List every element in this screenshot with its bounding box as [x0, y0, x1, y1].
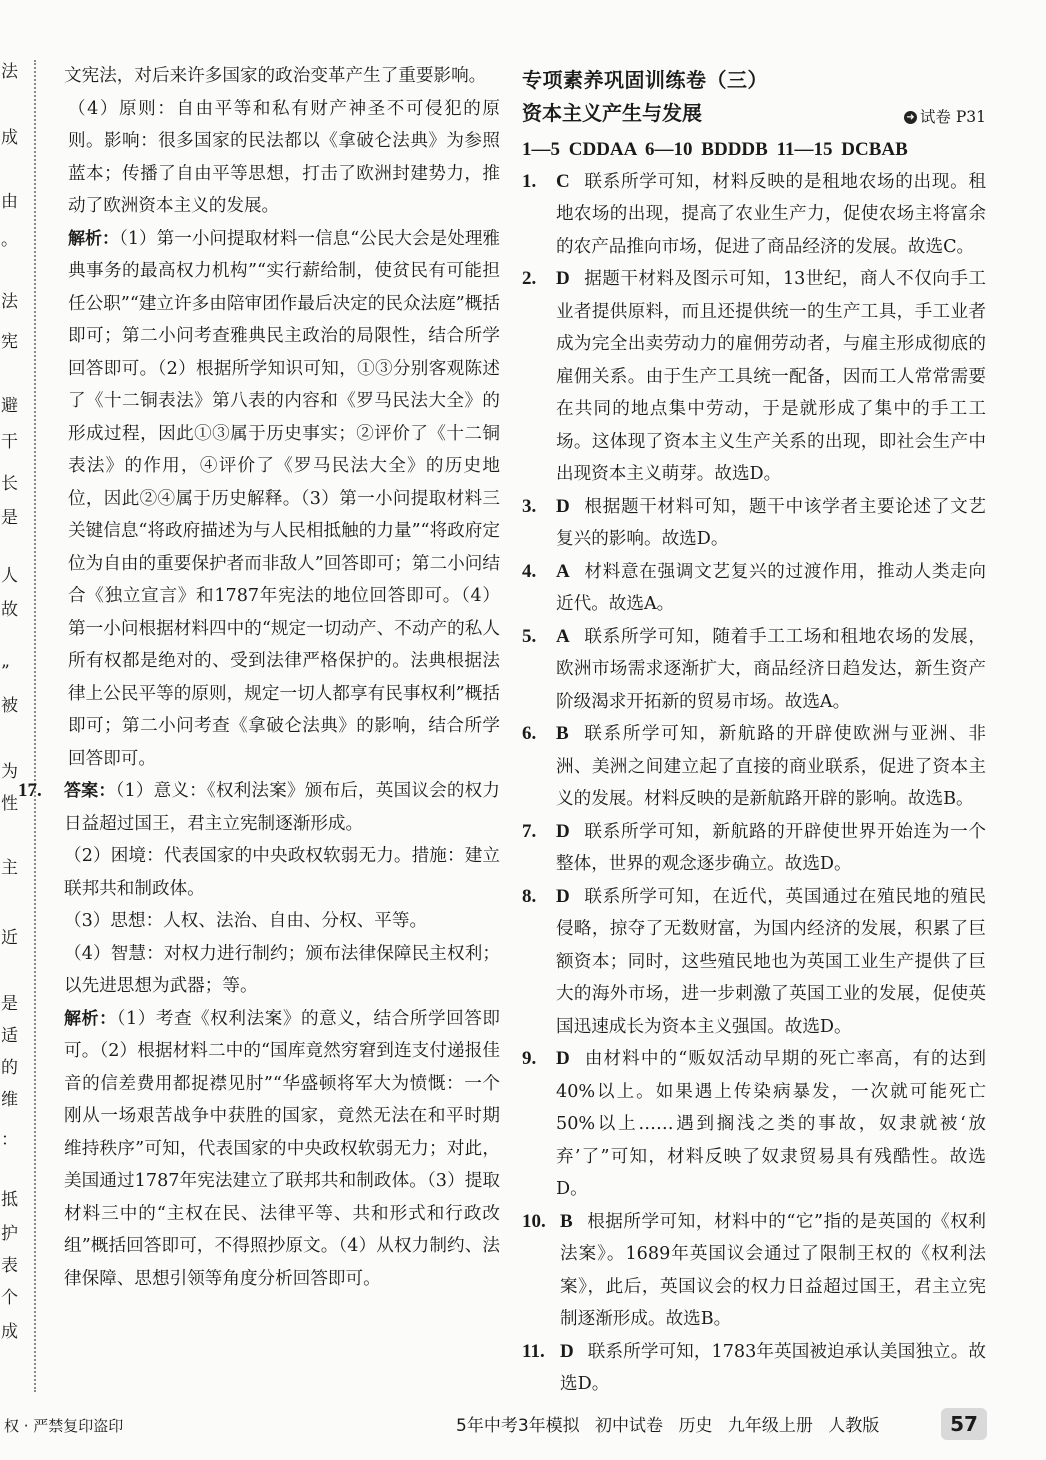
answer-item — [522, 718, 986, 816]
edge-char: 的 — [1, 1058, 18, 1078]
item-body — [556, 556, 986, 621]
paragraph: （4）原则：自由平等和私有财产神圣不可侵犯的原则。影响：很多国家的民法都以《拿破仑法典》为参照蓝本；传播了自由平等思想，打击了欧洲封建势力，推动了欧洲资本主义的发展。 — [68, 98, 500, 216]
item-number: 3. — [522, 495, 537, 517]
edge-char: 宪 — [1, 332, 18, 352]
answer-paragraph: （2）困境：代表国家的中央政权软弱无力。措施：建立联邦共和制政体。 — [64, 846, 500, 899]
edge-char: 人 — [1, 566, 18, 586]
item-explanation: 联系所学可知，材料反映的是租地农场的出现。租地农场的出现，提高了农业生产力，促使农场主将富余的农产品推向市场，促进了商品经济的发展。故选C。 — [556, 171, 986, 257]
item-explanation: 据题干材料及图示可知，13世纪，商人不仅向手工业者提供原料，而且还提供统一的生产工具，手工业者成为完全出卖劳动力的雇佣劳动者，与雇主形成彻底的雇佣关系。由于生产工具统一配备，因而工人常常需要在共同的地点集中劳动，于是就形成了集中的手工工场。这体现了资本主义生产关系的出现，即社会生产中出现资本主义萌芽。故选D。 — [556, 269, 986, 485]
analysis-paragraph — [64, 223, 500, 776]
item-answer: A — [556, 560, 570, 582]
item-answer: D — [556, 268, 570, 290]
answer-item — [522, 491, 986, 556]
edge-char: 性 — [1, 794, 18, 814]
item-number: 10. — [522, 1210, 546, 1232]
answer-key-line: 1—5 CDDAA 6—10 BDDDB 11—15 DCBAB — [522, 138, 908, 160]
edge-char: 主 — [1, 858, 18, 878]
item-body — [560, 1336, 986, 1401]
answer-label: 答案： — [64, 781, 116, 801]
edge-char: 长 — [1, 474, 18, 494]
analysis-label: 解析： — [64, 1008, 117, 1029]
copyright-notice: 权 · 严禁复印盗印 — [4, 1417, 124, 1435]
item-explanation: 联系所学可知，在近代，英国通过在殖民地的殖民侵略，掠夺了无数财富，为国内经济的发展，积累了巨额资本；同时，这些殖民地也为英国工业生产提供了巨大的海外市场，进一步刺激了英国工业的发展，促使英国迅速成长为资本主义强国。故选D。 — [556, 886, 986, 1037]
item-explanation: 联系所学可知，新航路的开辟使欧洲与亚洲、非洲、美洲之间建立起了直接的商业联系，促进了资本主义的发展。材料反映的是新航路开辟的影响。故选B。 — [556, 724, 986, 810]
answer-item — [522, 816, 986, 881]
answer-item — [522, 556, 986, 621]
edge-char: 是 — [1, 508, 18, 528]
analysis-text: （1）考查《权利法案》的意义，结合所学回答即可。（2）根据材料二中的“国库竟然穷窘到连支付递报佳音的信差费用都捉襟见肘”“华盛顿将军大为愤慨：一个刚从一场艰苦战争中获胜的国家，竟然无法在和平时期维持秩序”可知，代表国家的中央政权软弱无力；对此，美国通过1787年宪法建立了联邦共和制政体。（3）提取材料三中的“主权在民、法律平等、共和形式和行政改组”概括回答即可，不得照抄原文。（4）从权力制约、法律保障、思想引领等角度分析回答即可。 — [64, 1008, 500, 1289]
analysis-text: （1）第一小问提取材料一信息“公民大会是处理雅典事务的最高权力机构”“实行薪给制，使贫民有可能担任公职”“建立许多由陪审团作最后决定的民众法庭”概括即可；第二小问考查雅典民主政治的局限性，结合所学回答即可。（2）根据所学知识可知，①③分别客观陈述了《十二铜表法》第八表的内容和《罗马民法大全》的形成过程，因此①③属于历史事实；②评价了《十二铜表法》的作用，④评价了《罗马民法大全》的历史地位，因此②④属于历史解释。（3）第一小问提取材料三关键信息“将政府描述为与人民相抵触的力量”“将政府定位为自由的重要保护者而非敌人”回答即可；第二小问结合《独立宣言》和1787年宪法的地位回答即可。（4）第一小问根据材料四中的“规定一切动产、不动产的私人所有权都是绝对的、受到法律严格保护的。法典根据法律上公民平等的原则，规定一切人都享有民事权利”概括即可；第二小问考查《拿破仑法典》的影响，结合所学回答即可。 — [68, 228, 501, 769]
edge-char: ” — [1, 662, 10, 682]
item-number: 6. — [522, 723, 537, 745]
answer-item — [522, 1336, 986, 1401]
item-number: 4. — [522, 560, 537, 582]
left-column — [18, 60, 501, 1295]
item-body — [556, 816, 986, 881]
paper-reference-text: 试卷 P31 — [919, 108, 986, 127]
item-answer: C — [556, 170, 570, 192]
edge-char: 法 — [1, 292, 18, 312]
book-title: 5年中考3年模拟 初中试卷 历史 九年级上册 人教版 — [456, 1416, 880, 1436]
item-number: 1. — [522, 170, 537, 192]
item-body — [556, 491, 986, 556]
edge-char: 被 — [1, 696, 18, 716]
item-answer: A — [556, 625, 570, 647]
answer-paragraph: （3）思想：人权、法治、自由、分权、平等。 — [64, 911, 428, 931]
item-answer: B — [556, 723, 569, 745]
paper-reference — [904, 101, 986, 134]
section-subtitle: 资本主义产生与发展 — [522, 101, 702, 125]
answer-item — [522, 166, 986, 264]
page-footer — [0, 1404, 1046, 1444]
item-body — [556, 881, 986, 1044]
edge-char: 是 — [1, 994, 18, 1014]
edge-char: 维 — [1, 1090, 18, 1110]
analysis-paragraph — [64, 1003, 500, 1296]
edge-char: 干 — [1, 432, 18, 452]
item-number: 5. — [522, 625, 537, 647]
edge-char: 表 — [1, 1256, 18, 1276]
item-explanation: 根据题干材料可知，题干中该学者主要论述了文艺复兴的影响。故选D。 — [556, 496, 986, 550]
item-body — [556, 1043, 986, 1206]
edge-char: 护 — [1, 1224, 18, 1244]
item-body — [556, 621, 986, 719]
item-answer: D — [560, 1340, 574, 1362]
item-body — [556, 166, 986, 264]
edge-char: 适 — [1, 1026, 18, 1046]
item-number: 2. — [522, 268, 537, 290]
item-answer: B — [560, 1210, 573, 1232]
edge-char: 法 — [1, 62, 18, 82]
answer-item — [522, 881, 986, 1044]
arrow-right-circle-icon: ➜ — [904, 111, 917, 124]
answer-item — [522, 1043, 986, 1206]
edge-char: 成 — [1, 1322, 18, 1342]
edge-char: 为 — [1, 762, 18, 782]
edge-char: 近 — [1, 928, 18, 948]
answer-paragraph — [64, 775, 500, 840]
item-explanation: 材料意在强调文艺复兴的过渡作用，推动人类走向近代。故选A。 — [556, 561, 986, 615]
item-number: 9. — [522, 1048, 537, 1070]
edge-char: ： — [1, 1130, 18, 1150]
item-answer: D — [556, 820, 570, 842]
item-body — [556, 718, 986, 816]
item-body — [556, 263, 986, 491]
item-number: 7. — [522, 820, 537, 842]
edge-char: 个 — [1, 1288, 18, 1308]
item-explanation: 联系所学可知，新航路的开辟使世界开始连为一个整体，世界的观念逐步确立。故选D。 — [556, 821, 986, 875]
edge-char: 故 — [1, 600, 18, 620]
answer-item — [522, 263, 986, 491]
item-explanation: 联系所学可知，随着手工工场和租地农场的发展，欧洲市场需求逐渐扩大，商品经济日趋发达，新生资产阶级渴求开拓新的贸易市场。故选A。 — [556, 626, 986, 712]
item-explanation: 由材料中的“贩奴活动早期的死亡率高，有的达到40%以上。如果遇上传染病暴发，一次就可能死亡50%以上……遇到搁浅之类的事故，奴隶就被‘放弃’了”可知，材料反映了奴隶贸易具有残酷性。故选D。 — [556, 1049, 986, 1200]
item-body — [560, 1206, 986, 1336]
question-number: 17. — [18, 780, 42, 801]
answer-text: （1）意义：《权利法案》颁布后，英国议会的权力日益超过国王，君主立宪制逐渐形成。 — [64, 781, 500, 834]
answer-list — [522, 166, 986, 1401]
item-number: 8. — [522, 885, 537, 907]
edge-char: 抵 — [1, 1190, 18, 1210]
item-answer: D — [556, 495, 570, 517]
section-title: 专项素养巩固训练卷（三） — [522, 68, 768, 92]
item-answer: D — [556, 885, 570, 907]
edge-char: 成 — [1, 128, 18, 148]
analysis-label: 解析： — [68, 228, 120, 249]
right-column — [522, 64, 986, 1401]
answer-paragraph: （4）智慧：对权力进行制约；颁布法律保障民主权利；以先进思想为武器；等。 — [64, 943, 500, 996]
edge-char: 由 — [1, 192, 18, 212]
answer-item — [522, 1206, 986, 1336]
page-number: 57 — [941, 1408, 987, 1440]
item-explanation: 联系所学可知，1783年英国被迫承认美国独立。故选D。 — [560, 1341, 986, 1395]
edge-char: 避 — [1, 396, 18, 416]
edge-char: 。 — [1, 230, 18, 250]
item-number: 11. — [522, 1340, 545, 1362]
answer-item — [522, 621, 986, 719]
paragraph: 文宪法，对后来许多国家的政治变革产生了重要影响。 — [64, 66, 487, 86]
item-explanation: 根据所学可知，材料中的“它”指的是英国的《权利法案》。1689年英国议会通过了限制王权的《权利法案》，此后，英国议会的权力日益超过国王，君主立宪制逐渐形成。故选B。 — [560, 1211, 986, 1330]
question-17 — [18, 775, 500, 1295]
item-answer: D — [556, 1048, 570, 1070]
